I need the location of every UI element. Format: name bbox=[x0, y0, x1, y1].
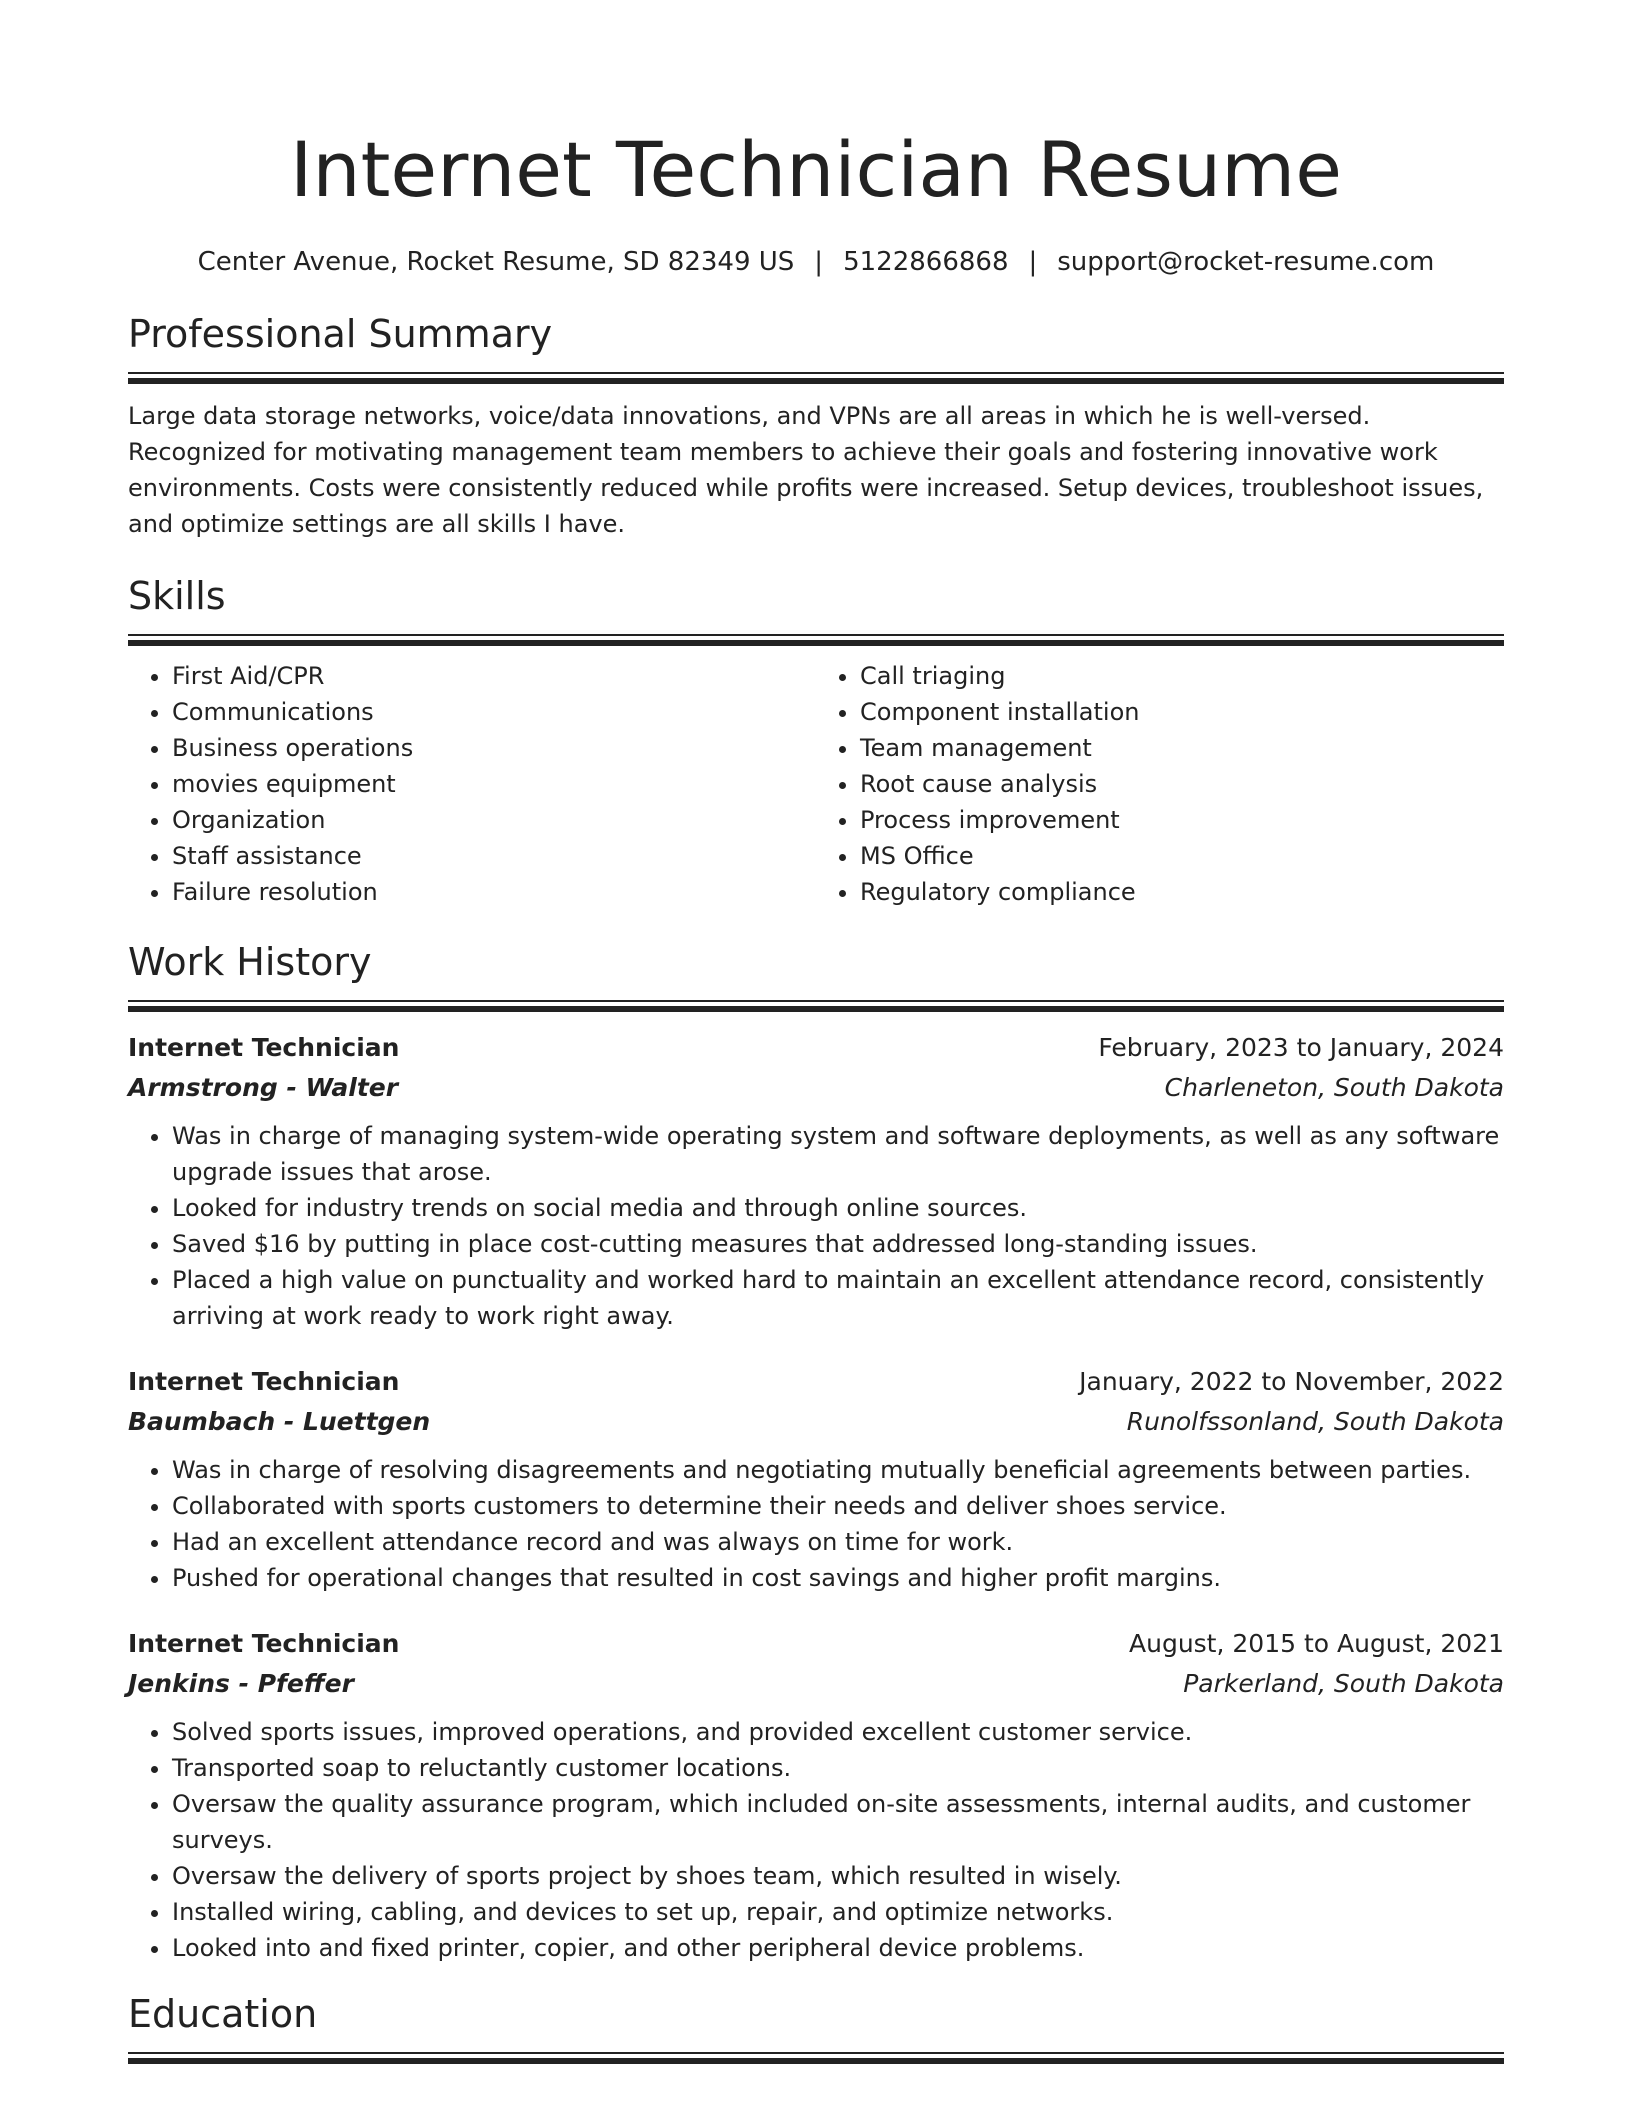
skill-item: • Component installation bbox=[860, 694, 1504, 730]
contact-separator: | bbox=[814, 247, 824, 277]
skills-list-left bbox=[128, 658, 816, 910]
page-title: Internet Technician Resume bbox=[290, 125, 1342, 214]
skill-item: • Business operations bbox=[172, 730, 816, 766]
job-header-row bbox=[128, 1624, 1504, 1664]
contact-separator: | bbox=[1028, 247, 1038, 277]
job-bullet: • Was in charge of managing system-wide operating system and software deployments, as well as any software upgrade issues that arose. bbox=[172, 1118, 1504, 1190]
contact-line bbox=[128, 244, 1504, 280]
job-bullet: • Looked into and fixed printer, copier, and other peripheral device problems. bbox=[172, 1930, 1504, 1966]
section-heading-work: Work History bbox=[128, 940, 372, 984]
skill-item: • Regulatory compliance bbox=[860, 874, 1504, 910]
skill-item: • Call triaging bbox=[860, 658, 1504, 694]
job-bullets bbox=[128, 1452, 1504, 1596]
skill-item: • movies equipment bbox=[172, 766, 816, 802]
job-location: Charleneton, South Dakota bbox=[1164, 1073, 1504, 1102]
job-bullet: • Pushed for operational changes that resulted in cost savings and higher profit margins. bbox=[172, 1560, 1504, 1596]
job-title: Internet Technician bbox=[128, 1033, 400, 1062]
job-bullet: • Collaborated with sports customers to determine their needs and deliver shoes service. bbox=[172, 1488, 1504, 1524]
job-bullet: • Transported soap to reluctantly customer locations. bbox=[172, 1750, 1504, 1786]
skills-columns bbox=[128, 658, 1504, 910]
job-location: Parkerland, South Dakota bbox=[1183, 1669, 1504, 1698]
job-bullet: • Solved sports issues, improved operations, and provided excellent customer service. bbox=[172, 1714, 1504, 1750]
job-company-row bbox=[128, 1068, 1504, 1108]
summary-text: Large data storage networks, voice/data innovations, and VPNs are all areas in which he is well-versed. Recognized for motivating management team members to achieve their goals and fostering innovative work environments. Costs were consistently reduced while profits were increased. Setup devices, troubleshoot issues, and optimize settings are all skills I have. bbox=[128, 402, 1484, 538]
section-divider bbox=[128, 2052, 1504, 2062]
skill-item: • Organization bbox=[172, 802, 816, 838]
skill-item: • Failure resolution bbox=[172, 874, 816, 910]
job-bullet: • Saved $16 by putting in place cost-cutting measures that addressed long-standing issues. bbox=[172, 1226, 1504, 1262]
job-bullet: • Oversaw the quality assurance program, which included on-site assessments, internal audits, and customer surveys. bbox=[172, 1786, 1504, 1858]
section-heading-summary: Professional Summary bbox=[128, 312, 553, 356]
job-bullet: • Oversaw the delivery of sports project by shoes team, which resulted in wisely. bbox=[172, 1858, 1504, 1894]
section-heading-education: Education bbox=[128, 1992, 318, 2036]
job-entry bbox=[128, 1362, 1504, 1596]
job-bullet: • Had an excellent attendance record and was always on time for work. bbox=[172, 1524, 1504, 1560]
job-title: Internet Technician bbox=[128, 1629, 400, 1658]
skill-item: • Root cause analysis bbox=[860, 766, 1504, 802]
education-section bbox=[128, 1988, 1504, 2062]
job-entry bbox=[128, 1028, 1504, 1334]
skills-list-right bbox=[816, 658, 1504, 910]
job-company: Baumbach - Luettgen bbox=[128, 1407, 431, 1436]
job-company-row bbox=[128, 1402, 1504, 1442]
section-heading-skills: Skills bbox=[128, 574, 226, 618]
job-dates: January, 2022 to November, 2022 bbox=[1079, 1367, 1504, 1396]
section-divider bbox=[128, 372, 1504, 382]
job-header-row bbox=[128, 1362, 1504, 1402]
job-title: Internet Technician bbox=[128, 1367, 400, 1396]
job-list bbox=[128, 1028, 1504, 1966]
job-location: Runolfssonland, South Dakota bbox=[1126, 1407, 1504, 1436]
work-section bbox=[128, 936, 1504, 1966]
job-company: Jenkins - Pfeffer bbox=[128, 1669, 354, 1698]
summary-section bbox=[128, 308, 1504, 542]
job-dates: February, 2023 to January, 2024 bbox=[1098, 1033, 1504, 1062]
skill-item: • First Aid/CPR bbox=[172, 658, 816, 694]
job-company: Armstrong - Walter bbox=[128, 1073, 399, 1102]
skill-item: • MS Office bbox=[860, 838, 1504, 874]
skill-item: • Team management bbox=[860, 730, 1504, 766]
contact-address: Center Avenue, Rocket Resume, SD 82349 US bbox=[197, 247, 795, 277]
job-bullet: • Placed a high value on punctuality and worked hard to maintain an excellent attendance record, consistently arriving at work ready to work right away. bbox=[172, 1262, 1504, 1334]
job-bullet: • Was in charge of resolving disagreements and negotiating mutually beneficial agreements between parties. bbox=[172, 1452, 1504, 1488]
skill-item: • Staff assistance bbox=[172, 838, 816, 874]
skills-section bbox=[128, 570, 1504, 910]
skill-item: • Communications bbox=[172, 694, 816, 730]
job-bullet: • Installed wiring, cabling, and devices to set up, repair, and optimize networks. bbox=[172, 1894, 1504, 1930]
job-dates: August, 2015 to August, 2021 bbox=[1129, 1629, 1504, 1658]
skill-item: • Process improvement bbox=[860, 802, 1504, 838]
contact-phone: 5122866868 bbox=[843, 247, 1009, 277]
job-entry bbox=[128, 1624, 1504, 1966]
job-bullets bbox=[128, 1118, 1504, 1334]
job-bullet: • Looked for industry trends on social media and through online sources. bbox=[172, 1190, 1504, 1226]
job-bullets bbox=[128, 1714, 1504, 1966]
job-header-row bbox=[128, 1028, 1504, 1068]
section-divider bbox=[128, 1000, 1504, 1010]
job-company-row bbox=[128, 1664, 1504, 1704]
contact-email: support@rocket-resume.com bbox=[1057, 247, 1435, 277]
section-divider bbox=[128, 634, 1504, 644]
